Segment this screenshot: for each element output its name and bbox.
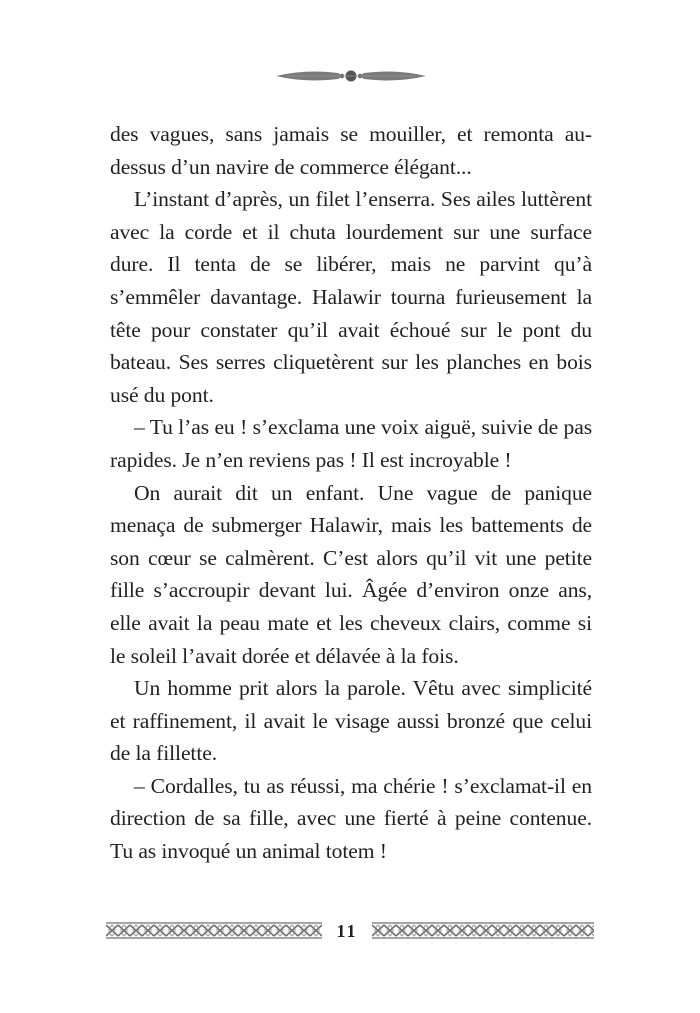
- page-footer: [106, 918, 594, 944]
- knot-border-right-icon: [372, 922, 594, 939]
- dialogue-paragraph: – Tu l’as eu ! s’exclama une voix aiguë, suivie de pas rapides. Je n’en reviens pas ! Il est incroyable !: [110, 415, 592, 472]
- paragraph: Un homme prit alors la parole. Vêtu avec simplicité et raffinement, il avait le visage aussi bronzé que celui de la fillette.: [110, 676, 592, 766]
- fleuron-ornament-icon: [276, 64, 426, 88]
- paragraph: L’instant d’après, un filet l’enserra. Ses ailes luttèrent avec la corde et il chuta lourdement sur une surface dure. Il tenta de se libérer, mais ne parvint qu’à s’emmêler davantage. Halawir tourna furieusement la tête pour constater qu’il avait échoué sur le pont du bateau. Ses serres cliquetèrent sur les planches en bois usé du pont.: [110, 187, 592, 407]
- body-text: [110, 118, 592, 868]
- knot-border-left-icon: [106, 922, 322, 939]
- paragraph: des vagues, sans jamais se mouiller, et remonta au-dessus d’un navire de commerce élégant...: [110, 122, 592, 179]
- paragraph: On aurait dit un enfant. Une vague de panique menaça de submerger Halawir, mais les battements de son cœur se calmèrent. C’est alors qu’il vit une petite fille s’accroupir devant lui. Âgée d’environ onze ans, elle avait la peau mate et les cheveux clairs, comme si le soleil l’avait dorée et délavée à la fois.: [110, 480, 592, 668]
- dialogue-paragraph: – Cordalles, tu as réussi, ma chérie ! s’exclamat-il en direction de sa fille, avec une fierté à peine contenue. Tu as invoqué un animal totem !: [110, 773, 592, 864]
- page-number: 11: [336, 921, 358, 941]
